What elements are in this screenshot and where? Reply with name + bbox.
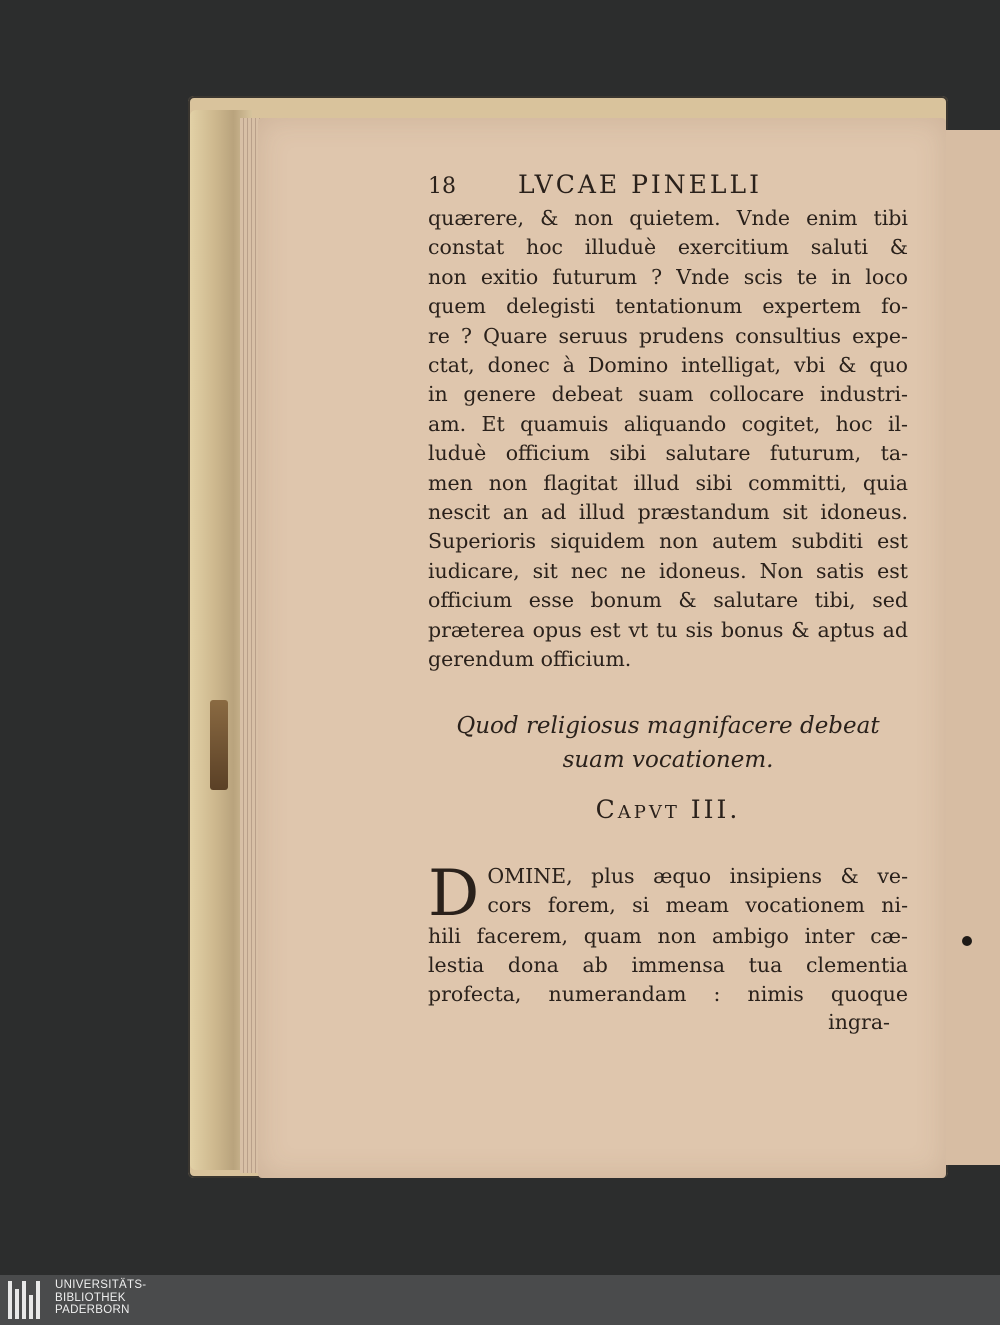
library-line-3: PADERBORN xyxy=(55,1304,130,1316)
text-line: in genere debeat suam collocare industri- xyxy=(428,382,908,407)
running-title: LVCAE PINELLI xyxy=(518,170,762,199)
text-line: lestia dona ab immensa tua clementia xyxy=(428,952,908,977)
text-line: gerendum officium. xyxy=(428,647,632,672)
text-line: ctat, donec à Domino intelligat, vbi & quo xyxy=(428,353,908,378)
library-line-1: UNIVERSITÄTS- xyxy=(55,1279,147,1291)
text-line: iudicare, sit nec ne idoneus. Non satis est xyxy=(428,558,908,583)
library-footer xyxy=(0,1275,1000,1325)
text-line: præterea opus est vt tu sis bonus & aptus ad xyxy=(428,617,908,642)
drop-cap: D xyxy=(428,856,480,931)
text-line: OMINE, plus æquo insipiens & ve- xyxy=(487,863,908,888)
paragraph-2-text xyxy=(428,856,908,1010)
library-bars-logo-icon xyxy=(8,1281,46,1319)
paragraph-2 xyxy=(428,856,908,1034)
text-line: constat hoc illuduè exercitium saluti & xyxy=(428,235,908,260)
page-stack xyxy=(240,118,260,1173)
text-line: nescit an ad illud præstandum sit idoneus. xyxy=(428,500,908,525)
facing-page xyxy=(942,130,1000,1165)
text-line: profecta, numerandam : nimis quoque xyxy=(428,982,908,1007)
chapter-label: Capvt III. xyxy=(595,794,741,824)
catchword: ingra- xyxy=(828,1009,890,1034)
paragraph-1 xyxy=(428,204,908,675)
section-heading-line-2: suam vocationem. xyxy=(562,746,774,773)
ink-spot xyxy=(962,936,972,946)
clasp xyxy=(210,700,228,790)
page-text xyxy=(428,170,908,1034)
library-line-2: BIBLIOTHEK xyxy=(55,1291,126,1304)
text-line: quærere, & non quietem. Vnde enim tibi xyxy=(428,206,908,230)
text-line: officium esse bonum & salutare tibi, sed xyxy=(428,588,908,613)
text-line: non exitio futurum ? Vnde scis te in loco xyxy=(428,264,908,289)
section-heading xyxy=(428,709,908,777)
text-line: cors forem, si meam vocationem ni- xyxy=(487,892,908,917)
page-header xyxy=(428,170,908,204)
text-line: Superioris siquidem non autem subditi est xyxy=(428,529,908,554)
section-heading-line-1: Quod religiosus magnifacere debeat xyxy=(456,712,880,739)
text-line: quem delegisti tentationum expertem fo- xyxy=(428,294,908,319)
library-name xyxy=(55,1279,146,1317)
text-line: re ? Quare seruus prudens consultius expe- xyxy=(428,323,908,348)
text-line: luduè officium sibi salutare futurum, ta- xyxy=(428,441,908,466)
page-number: 18 xyxy=(428,174,456,199)
text-line: hili facerem, quam non ambigo inter cæ- xyxy=(428,923,908,948)
text-line: men non flagitat illud sibi committi, quia xyxy=(428,470,908,495)
text-line: am. Et quamuis aliquando cogitet, hoc il- xyxy=(428,411,908,436)
